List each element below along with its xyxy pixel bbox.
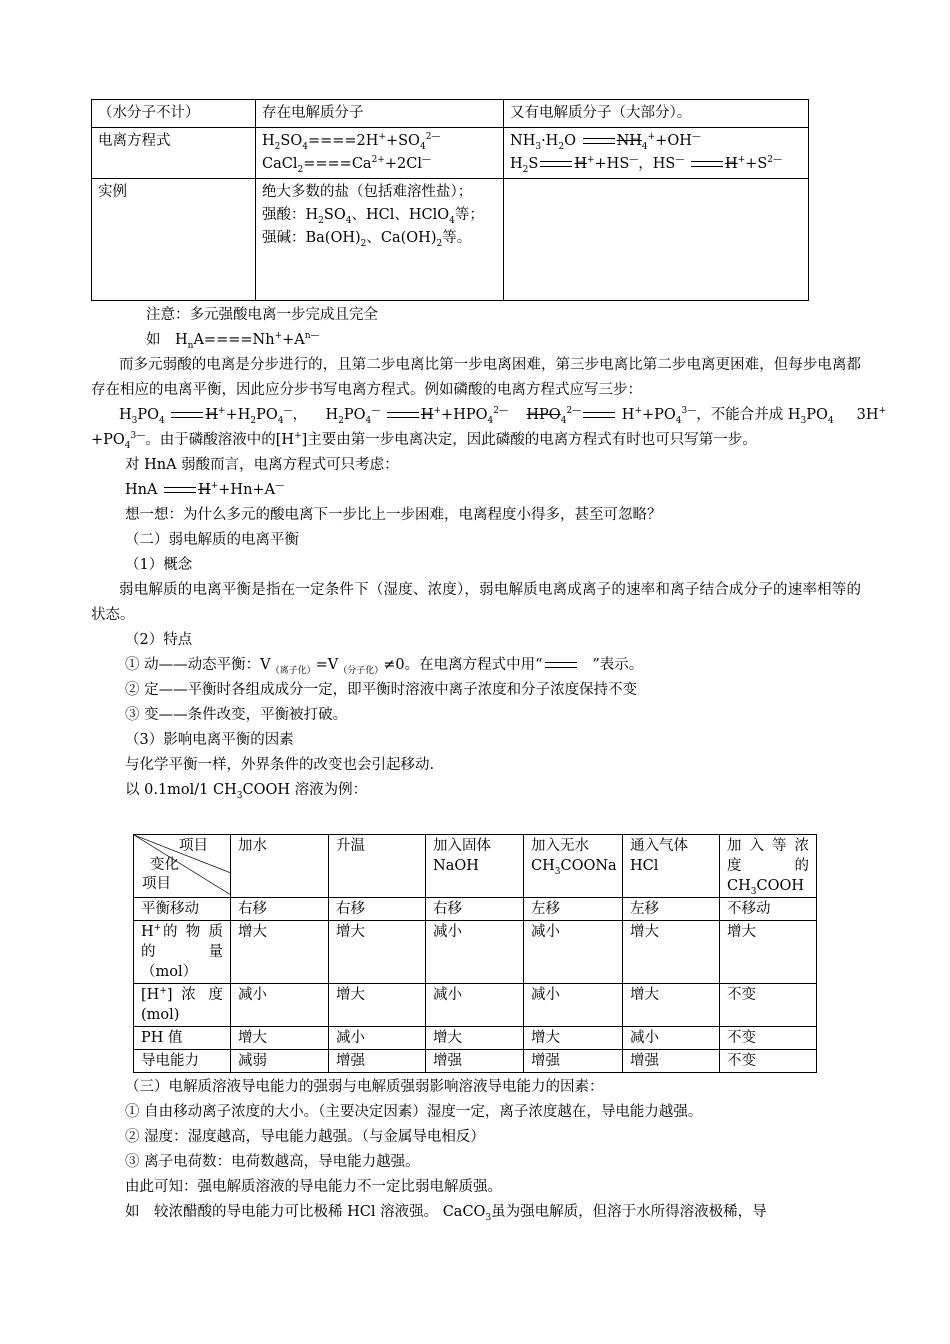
reversible-arrow-icon [538, 158, 574, 170]
table-row [134, 921, 817, 984]
paragraph: 如 较浓醋酸的导电能力可比极稀 HCl 溶液强。 CaCO$_3$虽为强电解质，但溶于水所得溶液极稀，导 [125, 1204, 767, 1223]
strong-equation-cell [256, 128, 504, 179]
table-row [134, 984, 817, 1027]
table-cell: 减小 [426, 921, 524, 984]
table-cell: 减小 [231, 984, 329, 1027]
table-row [92, 179, 809, 301]
table-cell: 增大 [524, 1027, 623, 1050]
table-cell: 不变 [720, 1027, 817, 1050]
row-label: H+的 物 质 的 量 （mol） [134, 921, 231, 984]
reversible-arrow-icon [162, 484, 198, 496]
column-header: 加水 [231, 835, 329, 898]
reversible-arrow-icon [689, 158, 725, 170]
column-header: 加入固体 NaOH [426, 835, 524, 898]
table-cell: 减小 [329, 1027, 426, 1050]
examples-cell [256, 179, 504, 301]
column-header: 升温 [329, 835, 426, 898]
table-cell: 右移 [329, 898, 426, 921]
reversible-arrow-icon [581, 135, 617, 147]
table-cell: 不变 [720, 1050, 817, 1073]
table-cell: 左移 [524, 898, 623, 921]
conductivity-section [91, 1075, 861, 1225]
table-cell: 电离方程式 [92, 128, 256, 179]
row-label: [H+] 浓 度 (mol) [134, 984, 231, 1027]
table-row [134, 898, 817, 921]
body-text [91, 303, 887, 803]
table-row [134, 1050, 817, 1073]
table-cell: 不移动 [720, 898, 817, 921]
paragraph: 与化学平衡一样，外界条件的改变也会引起移动. [125, 757, 435, 773]
row-label: PH 值 [134, 1027, 231, 1050]
paragraph: ① 自由移动离子浓度的大小。（主要决定因素）湿度一定，离子浓度越在，导电能力越强。 [125, 1104, 703, 1120]
phosphoric-equations: $H_3PO_4$ $H^++H_2PO_4^—$， $H_2PO_4^—$ $H^++HPO_4^{2—}$ $HPO_4^{2—}$ $H^++PO_4^{3—}$，不能合并成 $H_3PO_4$ 3H+ [119, 406, 887, 426]
table-cell: 减小 [426, 984, 524, 1027]
equation: $H_2S$ H++HS—，HS— $H^++S^{2—}$ [510, 155, 782, 175]
subsection-heading: （2）特点 [125, 632, 193, 648]
reversible-arrow-icon [385, 409, 421, 421]
table-cell: 减小 [524, 984, 623, 1027]
table-cell: 增强 [623, 1050, 720, 1073]
paragraph: ③ 离子电荷数：电荷数越高，导电能力越强。 [125, 1154, 420, 1170]
subsection-heading: （1）概念 [125, 557, 193, 573]
paragraph: 以 0.1mol/1 $CH_3COOH$ 溶液为例： [125, 782, 368, 801]
table-cell: 增强 [426, 1050, 524, 1073]
feature-2: ② 定——平衡时各组成成分一定，即平衡时溶液中离子浓度和分子浓度保持不变 [125, 682, 638, 698]
reversible-arrow-icon [543, 659, 579, 671]
example-line: 强碱：$Ba(OH)_2$、$Ca(OH)_2$等。 [262, 230, 472, 249]
table-cell: 增强 [524, 1050, 623, 1073]
table-cell: 增大 [231, 921, 329, 984]
paragraph: 而多元弱酸的电离是分步进行的，且第二步电离比第一步电离困难，第三步电离比第二步电离更困难，但每步电离都存在相应的电离平衡，因此应分步书写电离方程式。例如磷酸的电离方程式应写三步： [91, 357, 861, 398]
paragraph: 弱电解质的电离平衡是指在一定条件下（湿度、浓度），弱电解质电离成离子的速率和离子结合成分子的速率相等的状态。 [91, 582, 861, 623]
equation: $H_2SO_4====2H^++SO_4^{2—}$ [262, 132, 441, 152]
column-header: 加入无水 $CH_3COONa$ [524, 835, 623, 898]
diagonal-header-cell [134, 835, 231, 898]
table-cell: 右移 [426, 898, 524, 921]
table-cell: 增大 [231, 1027, 329, 1050]
table-cell: 存在电解质分子 [256, 100, 504, 128]
corner-label: 项目 [142, 876, 171, 892]
example-line: 绝大多数的盐（包括难溶性盐）； [262, 184, 473, 200]
table-cell: 又有电解质分子（大部分）。 [504, 100, 809, 128]
row-label: 平衡移动 [134, 898, 231, 921]
table-cell: 减弱 [231, 1050, 329, 1073]
hna-equation: HnA H++Hn+A— [125, 481, 285, 498]
table-cell: 右移 [231, 898, 329, 921]
note: 注意：多元强酸电离一步完成且完全 [146, 307, 378, 323]
row-label: 导电能力 [134, 1050, 231, 1073]
table-cell: 增大 [720, 921, 817, 984]
paragraph: $+PO_4^{3—}$。由于磷酸溶液中的[H+]主要由第一步电离决定，因此磷酸的电离方程式有时也可只写第一步。 [91, 431, 757, 451]
reversible-arrow-icon [581, 409, 617, 421]
column-header: 加 入 等 浓 度 的 $CH_3COOH$ [720, 835, 817, 898]
example-line: 强酸：$H_2SO_4$、HCl、HClO$_4$等； [262, 207, 484, 226]
feature-3: ③ 变——条件改变，平衡被打破。 [125, 707, 348, 723]
table-row [134, 835, 817, 898]
table-row [92, 128, 809, 179]
feature-1: ① 动——动态平衡：$V_{(离子化)}=V_{(分子化)}\ne 0$。在电离方程式中用“ ”表示。 [125, 657, 644, 676]
section-heading: （二）弱电解质的电离平衡 [125, 532, 299, 548]
table-cell [504, 179, 809, 301]
table-cell: （水分子不计） [92, 100, 256, 128]
paragraph: ② 湿度：湿度越高，导电能力越强。（与金属导电相反） [125, 1129, 485, 1145]
table-cell: 增大 [623, 984, 720, 1027]
table-cell: 增强 [329, 1050, 426, 1073]
note-example: 如 $H_nA====Nh^++A^{n—}$ [146, 331, 320, 351]
table-cell: 增大 [329, 984, 426, 1027]
table-cell: 增大 [623, 921, 720, 984]
equation: $CaCl_2====Ca^{2+}+2Cl^—$ [262, 155, 431, 175]
table-cell: 实例 [92, 179, 256, 301]
paragraph: 想一想：为什么多元的酸电离下一步比上一步困难，电离程度小得多，甚至可忽略？ [125, 507, 662, 523]
equilibrium-shift-table [133, 834, 817, 1073]
table-cell: 增大 [329, 921, 426, 984]
corner-label: 变化 [150, 857, 179, 873]
subsection-heading: （3）影响电离平衡的因素 [125, 732, 294, 748]
equation: $NH_3\cdot H_2O$ $NH_4^++OH^—$ [510, 132, 701, 152]
table-cell: 左移 [623, 898, 720, 921]
weak-equation-cell [504, 128, 809, 179]
table-cell: 减小 [623, 1027, 720, 1050]
paragraph: 对 HnA 弱酸而言，电离方程式可只考虑： [125, 457, 399, 473]
reversible-arrow-icon [169, 409, 205, 421]
corner-label: 项目 [179, 838, 208, 854]
table-row [92, 100, 809, 128]
table-cell: 不变 [720, 984, 817, 1027]
column-header: 通入气体 HCl [623, 835, 720, 898]
section-heading: （三）电解质溶液导电能力的强弱与电解质强弱影响溶液导电能力的因素： [125, 1079, 604, 1095]
paragraph: 由此可知：强电解质溶液的导电能力不一定比弱电解质强。 [125, 1179, 502, 1195]
electrolyte-comparison-table [91, 99, 809, 301]
table-cell: 减小 [524, 921, 623, 984]
table-cell: 增大 [426, 1027, 524, 1050]
table-row [134, 1027, 817, 1050]
